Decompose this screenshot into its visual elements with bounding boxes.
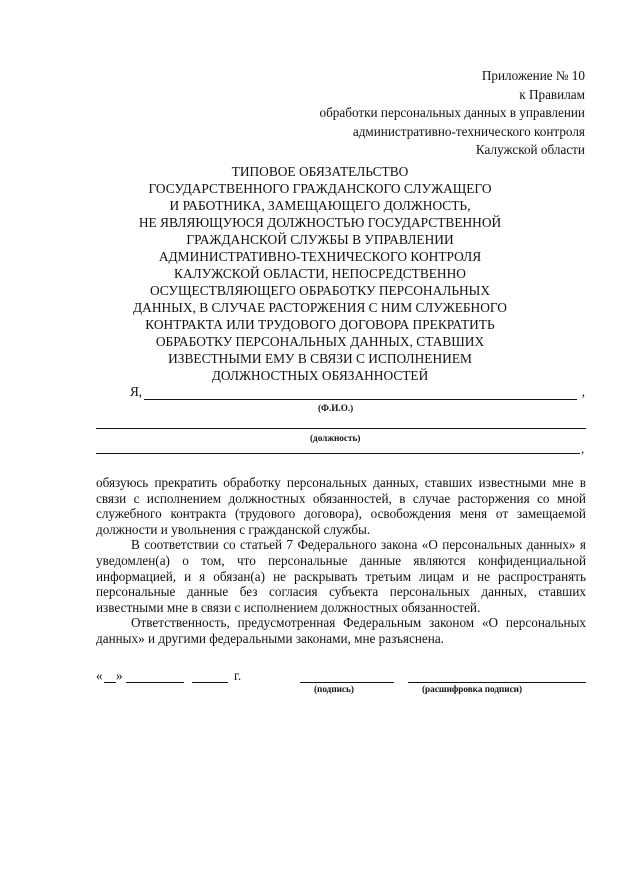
title-line: ГРАЖДАНСКОЙ СЛУЖБЫ В УПРАВЛЕНИИ xyxy=(186,232,454,247)
position-caption: (должность) xyxy=(310,433,361,443)
signature-decode-caption: (расшифровка подписи) xyxy=(422,684,523,694)
document-title xyxy=(90,163,550,384)
title-line: КАЛУЖСКОЙ ОБЛАСТИ, НЕПОСРЕДСТВЕННО xyxy=(174,266,466,281)
title-line: ОСУЩЕСТВЛЯЮЩЕГО ОБРАБОТКУ ПЕРСОНАЛЬНЫХ xyxy=(149,283,491,298)
position-line[interactable] xyxy=(96,428,586,429)
date-quote-open: « xyxy=(96,668,103,683)
title-line: ДАННЫХ, В СЛУЧАЕ РАСТОРЖЕНИЯ С НИМ СЛУЖЕБНОГО xyxy=(133,300,507,315)
fio-underline xyxy=(144,399,577,400)
title-line: ИЗВЕСТНЫМИ ЕМУ В СВЯЗИ С ИСПОЛНЕНИЕМ xyxy=(168,351,472,366)
title-line: ОБРАБОТКУ ПЕРСОНАЛЬНЫХ ДАННЫХ, СТАВШИХ xyxy=(155,334,485,349)
position-comma: , xyxy=(581,441,585,456)
title-line: КОНТРАКТА ИЛИ ТРУДОВОГО ДОГОВОРА ПРЕКРАТИТЬ xyxy=(145,317,495,332)
body-text xyxy=(96,475,586,647)
day-field[interactable] xyxy=(104,682,116,683)
signature-caption: (подпись) xyxy=(314,684,354,694)
title-line: ТИПОВОЕ ОБЯЗАТЕЛЬСТВО xyxy=(231,164,409,179)
title-line: ГОСУДАРСТВЕННОГО ГРАЖДАНСКОГО СЛУЖАЩЕГО xyxy=(148,181,492,196)
paragraph-obligation: обязуюсь прекратить обработку персональных данных, ставших известными мне в связи с исполнением должностных обязанностей, в случае расторжения со мной служебного контракта (трудового договора), освобождения меня от замещаемой должности и увольнения с гражданской службы. xyxy=(96,475,586,537)
fio-comma: , xyxy=(581,384,585,399)
annex-rules-name: обработки персональных данных в управлении xyxy=(319,105,585,120)
date-quote-close: » xyxy=(116,668,123,683)
annex-department: административно-технического контроля xyxy=(352,123,585,139)
title-line: ДОЛЖНОСТНЫХ ОБЯЗАННОСТЕЙ xyxy=(211,368,429,383)
fio-field[interactable] xyxy=(130,384,585,400)
paragraph-responsibility: Ответственность, предусмотренная Федеральным законом «О персональных данных» и другими федеральными законами, мне разъяснена. xyxy=(96,615,586,646)
month-field[interactable] xyxy=(126,682,184,683)
paragraph-notification: В соответствии со статьей 7 Федерального закона «О персональных данных» я уведомлен(а) о том, что персональные данные являются конфиденциальной информацией, и я обязан(а) не раскрывать третьим лицам и не распространять персональные данные без согласия субъекта персональных данных, ставших известными мне в связи с исполнением должностных обязанностей. xyxy=(96,537,586,615)
year-field[interactable] xyxy=(192,682,228,683)
title-line: И РАБОТНИКА, ЗАМЕЩАЮЩЕГО ДОЛЖНОСТЬ, xyxy=(169,198,471,213)
annex-rules-ref: к Правилам xyxy=(519,86,585,102)
signature-block xyxy=(96,668,591,708)
fio-caption: (Ф.И.О.) xyxy=(318,403,354,413)
annex-region: Калужской области xyxy=(475,142,585,157)
signature-field[interactable] xyxy=(300,682,394,683)
year-suffix: г. xyxy=(234,668,242,683)
title-line: АДМИНИСТРАТИВНО-ТЕХНИЧЕСКОГО КОНТРОЛЯ xyxy=(158,249,482,264)
annex-number: Приложение № 10 xyxy=(481,68,585,83)
annex-header xyxy=(320,67,586,160)
position-line-2[interactable] xyxy=(96,453,580,454)
fio-prefix: Я, xyxy=(130,384,143,399)
signature-decode-field[interactable] xyxy=(408,682,586,683)
title-line: НЕ ЯВЛЯЮЩУЮСЯ ДОЛЖНОСТЬЮ ГОСУДАРСТВЕННОЙ xyxy=(138,215,502,230)
